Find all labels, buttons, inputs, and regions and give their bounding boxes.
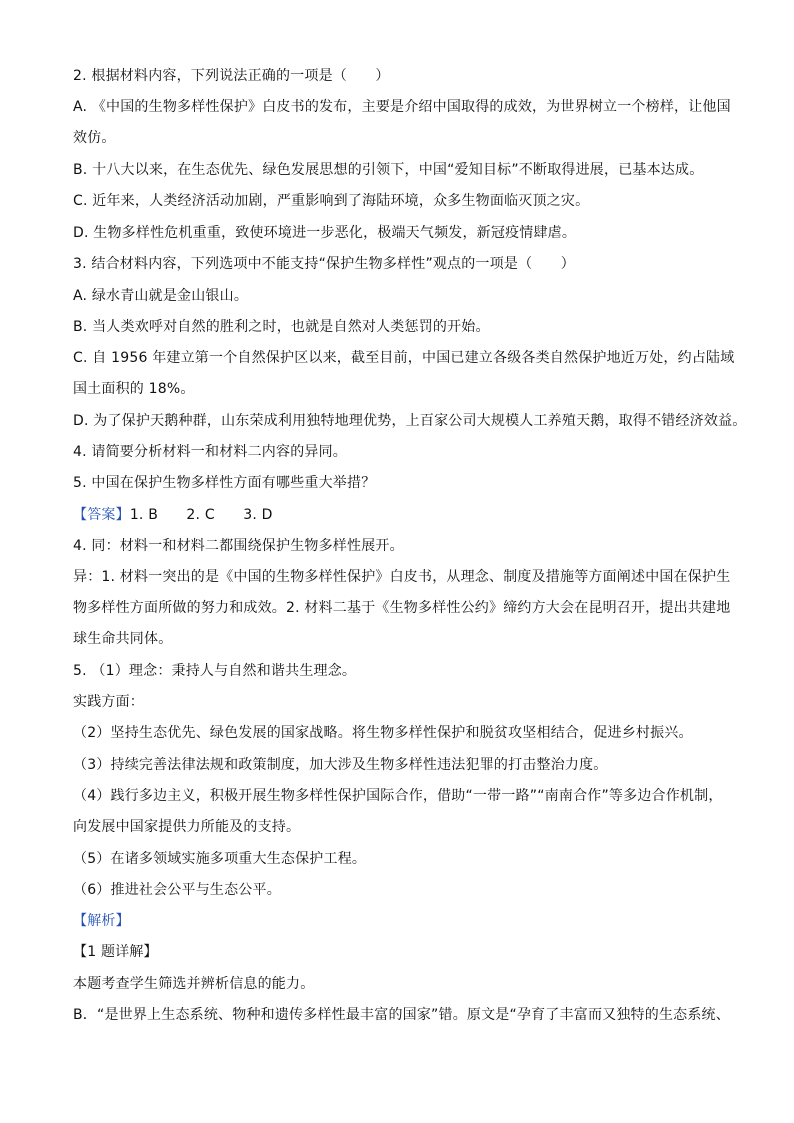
q3-option-c: C. 自 1956 年建立第一个自然保护区以来，截至目前，中国已建立各级各类自然保护地近万处，约占陆域	[73, 350, 735, 366]
q2-stem: 2. 根据材料内容，下列说法正确的一项是（ ）	[73, 68, 390, 84]
q3-option-d: D. 为了保护天鹅种群，山东荣成利用独特地理优势，上百家公司大规模人工养殖天鹅，取得不错经济效益。	[73, 413, 747, 429]
q2-option-d: D. 生物多样性危机重重，致使环境进一步恶化，极端天气频发，新冠疫情肆虐。	[73, 225, 577, 241]
q3-option-a: A. 绿水青山就是金山银山。	[73, 288, 249, 304]
q5-answer-3: （3）持续完善法律法规和政策制度，加大涉及生物多样性违法犯罪的打击整治力度。	[73, 757, 608, 773]
q1-detail-intro: 本题考查学生筛选并辨析信息的能力。	[73, 976, 315, 992]
q4-answer-same: 4. 同：材料一和材料二都围绕保护生物多样性展开。	[73, 538, 404, 554]
q5-answer-6: （6）推进社会公平与生态公平。	[73, 882, 281, 898]
q5-answer-1: 5. （1）理念：秉持人与自然和谐共生理念。	[73, 663, 357, 679]
q2-option-a-cont: 效仿。	[73, 130, 116, 146]
q5-stem: 5. 中国在保护生物多样性方面有哪些重大举措？	[73, 475, 376, 491]
q2-option-b: B. 十八大以来，在生态优先、绿色发展思想的引领下，中国“爱知目标”不断取得进展，已基本达成。	[73, 162, 704, 178]
q4-stem: 4. 请简要分析材料一和材料二内容的异同。	[73, 444, 348, 460]
q1-detail-heading: 【1 题详解】	[73, 944, 158, 960]
q2-option-a: A. 《中国的生物多样性保护》白皮书的发布，主要是介绍中国取得的成效，为世界树立一个榜样，让他国	[73, 99, 731, 115]
q5-answer-4-cont: 向发展中国家提供力所能及的支持。	[73, 819, 301, 835]
q3-option-b: B. 当人类欢呼对自然的胜利之时，也就是自然对人类惩罚的开始。	[73, 319, 490, 335]
q3-option-c-cont: 国土面积的 18%。	[73, 381, 195, 397]
analysis-label: 【解析】	[73, 913, 130, 929]
q3-stem: 3. 结合材料内容，下列选项中不能支持“保护生物多样性”观点的一项是（ ）	[73, 256, 575, 272]
q5-practice-heading: 实践方面：	[73, 694, 144, 710]
answer-label: 【答案】	[73, 507, 130, 523]
q5-answer-5: （5）在诸多领域实施多项重大生态保护工程。	[73, 851, 367, 867]
q4-answer-diff-cont: 物多样性方面所做的努力和成效。2. 材料二基于《生物多样性公约》缔约方大会在昆明召开，提出共建地	[73, 600, 731, 616]
answer-values: 1. B 2. C 3. D	[129, 507, 273, 523]
q5-answer-4: （4）践行多边主义，积极开展生物多样性保护国际合作，借助“一带一路”“南南合作”等多边合作机制，	[73, 788, 723, 804]
answer-row	[73, 505, 273, 525]
q1-detail-b: B．“是世界上生态系统、物种和遗传多样性最丰富的国家”错。原文是“孕育了丰富而又独特的生态系统、	[73, 1007, 730, 1023]
q4-answer-diff: 异：1. 材料一突出的是《中国的生物多样性保护》白皮书，从理念、制度及措施等方面阐述中国在保护生	[73, 569, 731, 585]
q5-answer-2: （2）坚持生态优先、绿色发展的国家战略。将生物多样性保护和脱贫攻坚相结合，促进乡村振兴。	[73, 725, 693, 741]
q2-option-c: C. 近年来，人类经济活动加剧，严重影响到了海陆环境，众多生物面临灭顶之灾。	[73, 193, 590, 209]
q4-answer-diff-end: 球生命共同体。	[73, 631, 173, 647]
